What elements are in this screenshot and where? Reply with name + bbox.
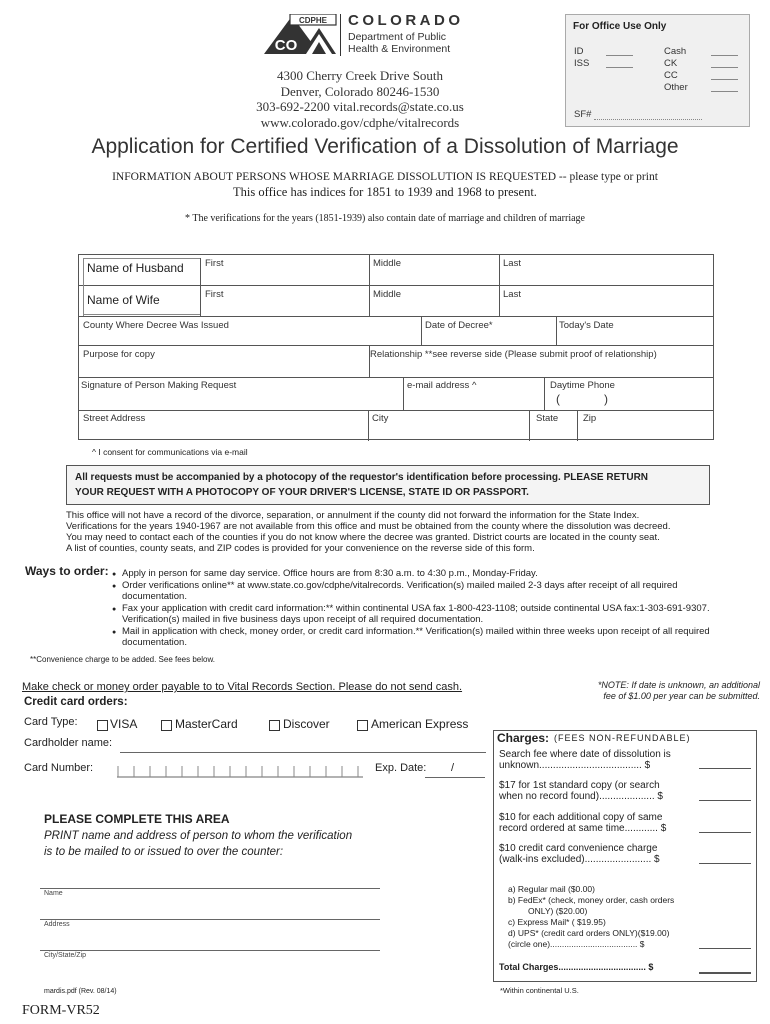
name-input[interactable]: [40, 888, 380, 889]
state-name: COLORADO: [348, 12, 464, 29]
office-use-box: For Office Use Only ID ISS Cash CK CC Other SF#: [565, 14, 750, 127]
visa-label: VISA: [110, 717, 138, 731]
exp-label: Exp. Date:: [375, 762, 427, 774]
office-use-title: For Office Use Only: [573, 21, 667, 32]
address-input[interactable]: [40, 919, 380, 920]
cdphe-logo: [262, 14, 338, 56]
consent-note: ^ I consent for communications via e-mail: [92, 447, 248, 457]
street-label: Street Address: [83, 413, 146, 424]
header-divider: [340, 14, 341, 56]
wife-last-input[interactable]: [499, 286, 712, 314]
decree-date-label: Date of Decree*: [425, 320, 493, 331]
exp-slash: /: [451, 762, 455, 774]
charge-additional-copy: $10 for each additional copy of same record ordered at same time............ $: [499, 812, 667, 834]
husband-last-input[interactable]: [499, 256, 712, 284]
wife-last-label: Last: [503, 289, 521, 300]
purpose-label: Purpose for copy: [83, 349, 155, 360]
file-revision: mardis.pdf (Rev. 08/14): [44, 988, 117, 995]
id-notice: All requests must be accompanied by a photocopy of the requestor's identification before processing. PLEASE RETURN YOUR REQUEST WITH A PHOTOCOPY OF YOUR DRIVER'S LICENSE, STATE ID OR PASSPORT.: [66, 465, 710, 505]
charges-box: [493, 730, 757, 982]
total-input[interactable]: [699, 972, 751, 974]
city-label: City: [372, 413, 389, 424]
cardholder-input[interactable]: [120, 752, 486, 753]
total-charges: Total Charges................................... $: [499, 962, 654, 972]
discover-label: Discover: [283, 717, 330, 731]
cardholder-label: Cardholder name:: [24, 737, 113, 749]
years-note: * The verifications for the years (1851-1939) also contain date of marriage and children of marriage: [185, 213, 585, 224]
mastercard-label: MasterCard: [175, 717, 238, 731]
amex-checkbox[interactable]: [357, 720, 368, 731]
office-address: 4300 Cherry Creek Drive South Denver, Colorado 80246-1530 303-692-2200 vital.records@state.co.us www.colorado.gov/cdphe/vitalrecords: [256, 68, 464, 130]
state-label: State: [536, 413, 559, 424]
husband-label: Name of Husband: [87, 261, 184, 275]
charges-subheading: (FEES NON-REFUNDABLE): [554, 733, 691, 743]
logo-text: CDPHE: [298, 16, 328, 25]
info-text: INFORMATION ABOUT PERSONS WHOSE MARRIAGE DISSOLUTION IS REQUESTED -- please type or print This office has indices for 1851 to 1939 and 1968 to present.: [112, 171, 658, 199]
ways-heading: Ways to order:: [25, 564, 109, 578]
county-label: County Where Decree Was Issued: [83, 320, 229, 331]
address-label: Address: [44, 921, 70, 928]
continental-note: *Within continental U.S.: [500, 986, 579, 995]
credit-heading: Credit card orders:: [24, 696, 128, 708]
todays-date-label: Today's Date: [559, 320, 614, 331]
husband-first-input[interactable]: [200, 256, 368, 284]
relationship-label: Relationship **see reverse side (Please submit proof of relationship): [370, 349, 657, 360]
charge-search: Search fee where date of dissolution is unknown..................................... $: [499, 749, 671, 771]
husband-first-label: First: [205, 258, 224, 269]
shipping-input[interactable]: [699, 948, 751, 949]
list-item: ● Mail in application with check, money order, or credit card information.** Verification(s) mailed within three weeks upon receipt of all required documentation.: [112, 626, 732, 649]
charge-first-copy: $17 for 1st standard copy (or search when no record found).................... $: [499, 780, 663, 802]
phone-label: Daytime Phone: [550, 380, 615, 391]
charge-search-input[interactable]: [699, 768, 751, 769]
city-state-zip-label: City/State/Zip: [44, 952, 87, 959]
husband-middle-input[interactable]: [369, 256, 498, 284]
wife-middle-input[interactable]: [369, 286, 498, 314]
city-state-zip-input[interactable]: [40, 950, 380, 951]
name-label: Name: [44, 890, 63, 897]
card-number-label: Card Number:: [24, 762, 94, 774]
unknown-date-note: *NOTE: If date is unknown, an additional fee of $1.00 per year can be submitted.: [597, 680, 760, 701]
complete-instructions: PRINT name and address of person to whom the verification is to be mailed to or issued to over the counter:: [44, 830, 353, 858]
visa-checkbox[interactable]: [97, 720, 108, 731]
wife-middle-label: Middle: [373, 289, 401, 300]
logo-letters: CO: [274, 37, 298, 54]
list-item: ● Order verifications online** at www.state.co.gov/cdphe/vitalrecords. Verification(s) mailed mailed 2-3 days after receipt of all required documentation.: [112, 580, 732, 603]
wife-first-input[interactable]: [200, 286, 368, 314]
form-number: FORM-VR52: [22, 1003, 100, 1018]
signature-label: Signature of Person Making Request: [81, 380, 237, 391]
charge-convenience-input[interactable]: [699, 863, 751, 864]
list-item: ● Apply in person for same day service. Office hours are from 8:30 a.m. to 4:30 p.m., Monday-Friday.: [112, 568, 732, 580]
mastercard-checkbox[interactable]: [161, 720, 172, 731]
wife-first-label: First: [205, 289, 224, 300]
wife-label: Name of Wife: [87, 293, 160, 307]
card-number-input[interactable]: [117, 762, 363, 776]
card-type-label: Card Type:: [24, 716, 78, 728]
charges-heading: Charges:: [497, 731, 550, 745]
email-label: e-mail address ^: [407, 380, 477, 391]
charge-first-copy-input[interactable]: [699, 800, 751, 801]
complete-heading: PLEASE COMPLETE THIS AREA: [44, 812, 230, 826]
list-item: ● Fax your application with credit card information:** within continental USA fax 1-800-423-1108; outside continental USA fax:1-303-691-9307. Verification(s) mailed in five business days upon receipt of all required documentation.: [112, 603, 732, 626]
amex-label: American Express: [371, 717, 469, 731]
phone-paren-open: (: [556, 392, 560, 406]
page-title: Application for Certified Verification of a Dissolution of Marriage: [91, 135, 679, 158]
payment-instruction: Make check or money order payable to to Vital Records Section. Please do not send cash.: [22, 681, 463, 693]
ways-list: [112, 568, 732, 649]
charge-additional-copy-input[interactable]: [699, 832, 751, 833]
zip-label: Zip: [583, 413, 597, 424]
exp-input[interactable]: [425, 777, 485, 778]
department-name: Department of Public Health & Environment: [348, 31, 451, 55]
discover-checkbox[interactable]: [269, 720, 280, 731]
shipping-options: a) Regular mail ($0.00) b) FedEx* (check, money order, cash orders ONLY) ($20.00) c) Express Mail* ( $19.95) d) UPS* (credit card orders ONLY)($19.00) (circle one)..................................... $: [508, 884, 675, 949]
husband-last-label: Last: [503, 258, 521, 269]
charge-convenience: $10 credit card convenience charge (walk-ins excluded)........................ $: [499, 843, 660, 865]
husband-middle-label: Middle: [373, 258, 401, 269]
phone-paren-close: ): [604, 392, 608, 406]
convenience-note: **Convenience charge to be added. See fees below.: [30, 655, 216, 664]
info-paragraph: This office will not have a record of the divorce, separation, or annulment if the county did not forward the information for the State Index. Verifications for the years 1940-1967 are not available from this office and must be obtained from the county where the dissolution was decreed. You may need to contact each of the counties if you do not know where the decree was granted. District courts are located in the county seat. A list of counties, county seats, and ZIP codes is provided for your convenience on the reverse side of this form.: [66, 510, 671, 554]
